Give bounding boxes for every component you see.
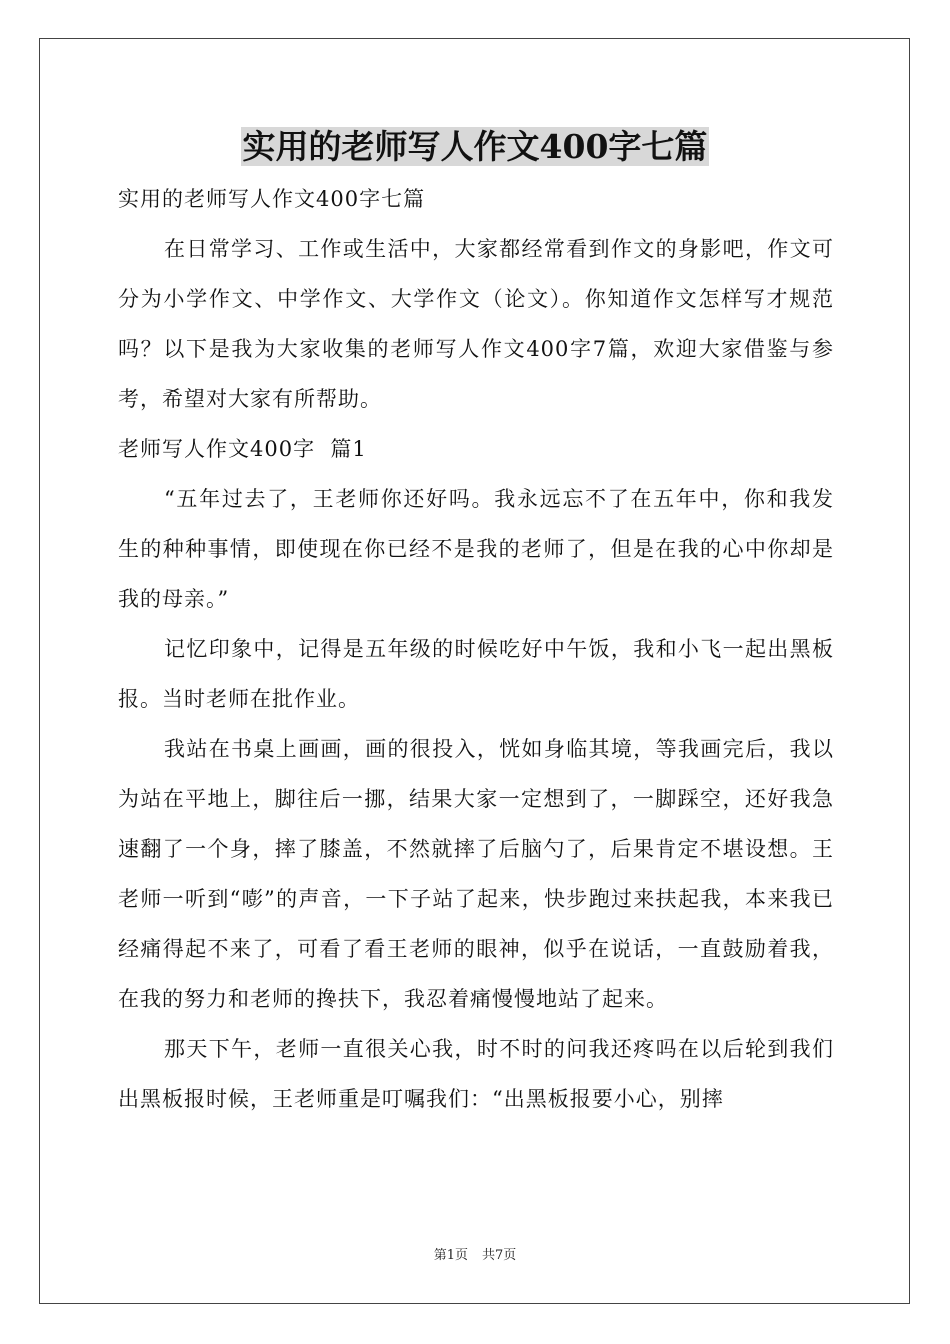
page-footer	[0, 1244, 950, 1263]
document-body	[118, 174, 834, 1124]
body-paragraph: 记忆印象中，记得是五年级的时候吃好中午饭，我和小飞一起出黑板报。当时老师在批作业。	[118, 637, 834, 711]
subtitle-line: 实用的老师写人作文400字七篇	[118, 187, 426, 211]
body-paragraph: “五年过去了，王老师你还好吗。我永远忘不了在五年中，你和我发生的种种事情，即使现在你已经不是我的老师了，但是在我的心中你却是我的母亲。”	[118, 487, 834, 611]
section-heading: 老师写人作文400字 篇1	[118, 437, 367, 461]
page-number: 第1页	[433, 1248, 468, 1263]
body-paragraph: 那天下午，老师一直很关心我，时不时的问我还疼吗在以后轮到我们出黑板报时候，王老师重是叮嘱我们：“出黑板报要小心，别摔	[118, 1037, 834, 1111]
body-paragraph: 我站在书桌上画画，画的很投入，恍如身临其境，等我画完后，我以为站在平地上，脚往后一挪，结果大家一定想到了，一脚踩空，还好我急速翻了一个身，摔了膝盖，不然就摔了后脑勺了，后果肯定不堪设想。王老师一听到“嘭”的声音，一下子站了起来，快步跑过来扶起我，本来我已经痛得起不来了，可看了看王老师的眼神，似乎在说话，一直鼓励着我，在我的努力和老师的搀扶下，我忍着痛慢慢地站了起来。	[118, 737, 834, 1011]
page-total: 共7页	[482, 1248, 517, 1263]
document-title	[0, 122, 950, 172]
document-title-text: 实用的老师写人作文400字七篇	[242, 127, 708, 166]
intro-paragraph: 在日常学习、工作或生活中，大家都经常看到作文的身影吧，作文可分为小学作文、中学作文、大学作文（论文）。你知道作文怎样写才规范吗？以下是我为大家收集的老师写人作文400字7篇，欢迎大家借鉴与参考，希望对大家有所帮助。	[118, 237, 834, 411]
